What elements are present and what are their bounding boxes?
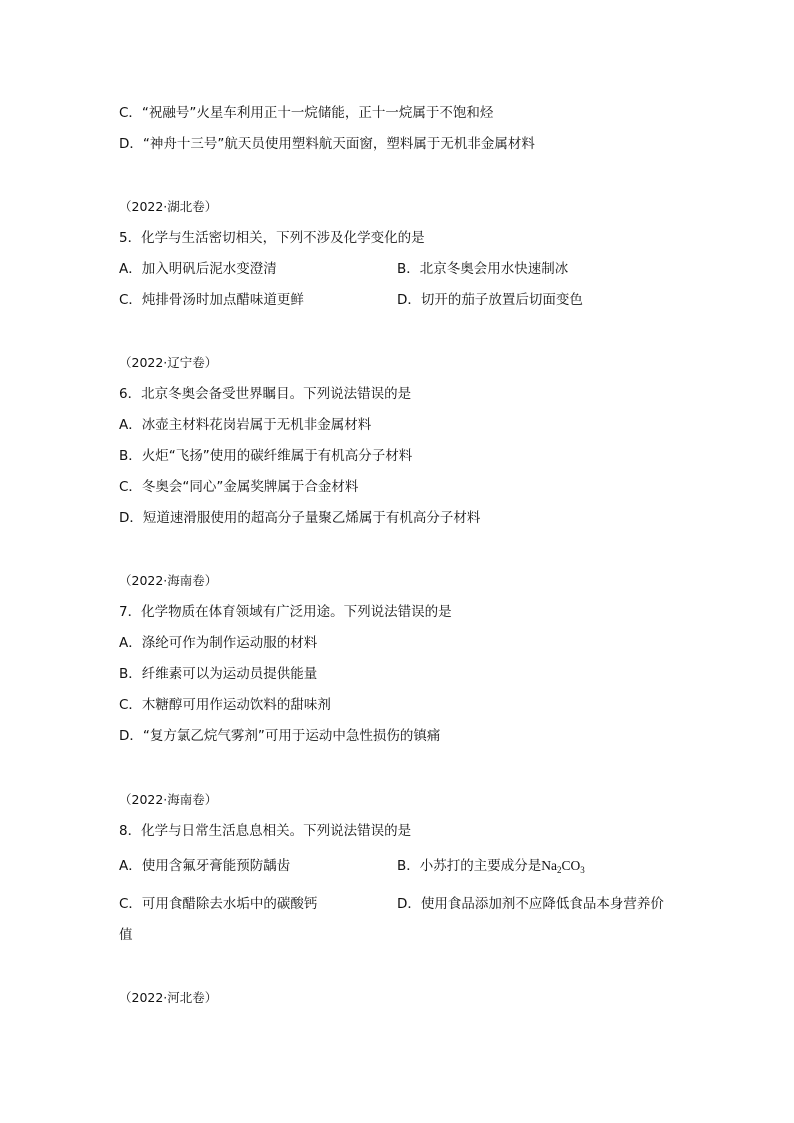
- q5-option-d: D．切开的茄子放置后切面变色: [397, 292, 583, 308]
- q7-option-a: A．涤纶可作为制作运动服的材料: [119, 635, 318, 651]
- q8-stem: 8．化学与日常生活息息相关。下列说法错误的是: [119, 823, 412, 839]
- q8-option-b: [397, 857, 585, 875]
- q7-option-c: C．木糖醇可用作运动饮料的甜味剂: [119, 697, 331, 713]
- q6-option-a: A．冰壶主材料花岗岩属于无机非金属材料: [119, 417, 372, 433]
- q8-option-a: A．使用含氟牙膏能预防龋齿: [119, 858, 291, 874]
- q6-option-d: D．短道速滑服使用的超高分子量聚乙烯属于有机高分子材料: [119, 510, 481, 526]
- q6-option-c: C．冬奥会“同心”金属奖牌属于合金材料: [119, 479, 359, 495]
- q7-stem: 7．化学物质在体育领域有广泛用途。下列说法错误的是: [119, 604, 452, 620]
- q8-option-d-line2: 值: [119, 927, 133, 943]
- q8-option-c: C．可用食醋除去水垢中的碳酸钙: [119, 896, 318, 912]
- prev-option-d: D．“神舟十三号”航天员使用塑料航天面窗，塑料属于无机非金属材料: [119, 136, 535, 152]
- prev-option-c: C．“祝融号”火星车利用正十一烷储能，正十一烷属于不饱和烃: [119, 105, 494, 121]
- q5-option-a: A．加入明矾后泥水变澄清: [119, 261, 277, 277]
- q8-option-b-prefix: B．小苏打的主要成分是: [397, 858, 542, 874]
- q8-source: （2022·海南卷）: [119, 792, 218, 807]
- q6-option-b: B．火炬“飞扬”使用的碳纤维属于有机高分子材料: [119, 448, 413, 464]
- q5-option-b: B．北京冬奥会用水快速制冰: [397, 261, 569, 277]
- q5-option-c: C．炖排骨汤时加点醋味道更鲜: [119, 292, 304, 308]
- q6-source: （2022·辽宁卷）: [119, 355, 218, 370]
- q6-stem: 6．北京冬奥会备受世界瞩目。下列说法错误的是: [119, 386, 412, 402]
- q7-source: （2022·海南卷）: [119, 573, 218, 588]
- q5-source: （2022·湖北卷）: [119, 199, 218, 214]
- q7-option-d: D．“复方氯乙烷气雾剂”可用于运动中急性损伤的镇痛: [119, 728, 441, 744]
- sodium-carbonate-formula: $Na_2CO_3$: [541, 858, 585, 875]
- q5-stem: 5．化学与生活密切相关，下列不涉及化学变化的是: [119, 230, 425, 246]
- q7-option-b: B．纤维素可以为运动员提供能量: [119, 666, 318, 682]
- q9-source: （2022·河北卷）: [119, 990, 218, 1005]
- q8-option-d-line1: D．使用食品添加剂不应降低食品本身营养价: [397, 896, 664, 912]
